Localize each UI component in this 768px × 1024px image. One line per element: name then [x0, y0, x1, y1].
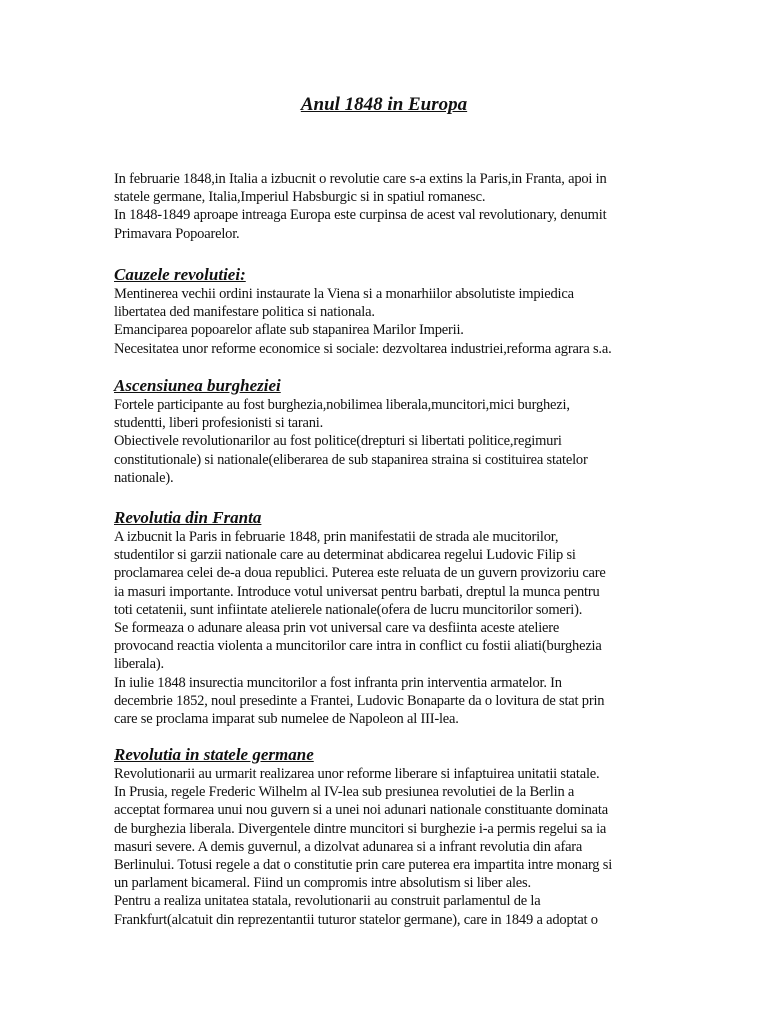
text-line: Emanciparea popoarelor aflate sub stapanirea Marilor Imperii. [114, 322, 464, 339]
text-line: Berlinului. Totusi regele a dat o constitutie prin care puterea era impartita intre monarg si [114, 857, 613, 874]
text-line: Necesitatea unor reforme economice si sociale: dezvoltarea industriei,reforma agrara s.a. [114, 340, 612, 357]
text-line: constitutionale) si nationale(eliberarea de sub stapanirea straina si costituirea statelor [114, 451, 588, 468]
text-line: proclamarea celei de-a doua republici. Puterea este reluata de un guvern provizoriu care [114, 565, 606, 582]
text-line: Fortele participante au fost burghezia,nobilimea liberala,muncitori,mici burghezi, [114, 397, 570, 413]
text-line: decembrie 1852, noul presedinte a Frantei, Ludovic Bonaparte da o lovitura de stat prin [114, 692, 605, 709]
section-heading: Revolutia din Franta [114, 508, 262, 527]
section-bourgeoisie [114, 376, 654, 487]
section-causes [114, 265, 654, 358]
text-line: care se proclama imparat sub numelee de Napoleon al III-lea. [114, 711, 459, 728]
text-line: Primavara Popoarelor. [114, 225, 240, 242]
text-line: liberala). [114, 656, 164, 673]
section-france [114, 508, 654, 728]
text-line: de burghezia liberala. Divergentele dintre muncitori si burghezie i-a permis regelui sa ia [114, 820, 607, 837]
text-line: Se formeaza o adunare aleasa prin vot universal care va desfiinta aceste ateliere [114, 620, 560, 637]
text-line: nationale). [114, 469, 174, 486]
text-line: studentti, liberi profesionisti si tarani. [114, 415, 324, 432]
text-line: Frankfurt(alcatuit din reprezentantii tuturor statelor germane), care in 1849 a adoptat o [114, 911, 598, 928]
text-line: A izbucnit la Paris in februarie 1848, prin manifestatii de strada ale mucitorilor, [114, 529, 559, 545]
text-line: Pentru a realiza unitatea statala, revolutionarii au construit parlamentul de la [114, 893, 541, 910]
text-line: provocand reactia violenta a muncitorilor care intra in conflict cu fostii aliati(burghezia [114, 638, 602, 655]
text-line: libertatea ded manifestare politica si nationala. [114, 304, 375, 321]
section-heading: Cauzele revolutiei: [114, 265, 246, 284]
section-germany [114, 745, 654, 929]
text-line: Obiectivele revolutionarilor au fost politice(drepturi si libertati politice,regimuri [114, 433, 562, 450]
text-line: In iulie 1848 insurectia muncitorilor a fost infranta prin interventia armatelor. In [114, 674, 562, 691]
text-line: Revolutionarii au urmarit realizarea unor reforme liberare si infaptuirea unitatii statale. [114, 766, 600, 782]
text-line: masuri severe. A demis guvernul, a dizolvat adunarea si a infrant revolutia din afara [114, 838, 583, 855]
text-line: un parlament bicameral. Fiind un compromis intre absolutism si liber ales. [114, 875, 531, 892]
text-line: statele germane, Italia,Imperiul Habsburgic si in spatiul romanesc. [114, 189, 486, 206]
section-heading: Ascensiunea burgheziei [114, 376, 281, 395]
text-line: ia masuri importante. Introduce votul universat pentru barbati, dreptul la munca pentru [114, 583, 600, 600]
document-title: Anul 1848 in Europa [300, 94, 468, 115]
text-line: acceptat formarea unui nou guvern si a unei noi adunari nationale constituante dominata [114, 802, 608, 819]
text-line: In 1848-1849 aproape intreaga Europa este curpinsa de acest val revolutionary, denumit [114, 207, 607, 224]
text-line: In februarie 1848,in Italia a izbucnit o revolutie care s-a extins la Paris,in Franta, apoi in [114, 171, 607, 187]
intro-paragraph [114, 170, 654, 243]
text-line: toti cetatenii, sunt infiintate atelierele nationale(ofera de lucru muncitorilor someri). [114, 601, 583, 618]
text-line: In Prusia, regele Frederic Wilhelm al IV-lea sub presiunea revolutiei de la Berlin a [114, 784, 575, 801]
text-line: Mentinerea vechii ordini instaurate la Viena si a monarhiilor absolutiste impiedica [114, 286, 574, 302]
section-heading: Revolutia in statele germane [114, 745, 314, 764]
text-line: studentilor si garzii nationale care au determinat abdicarea regelui Ludovic Filip si [114, 547, 576, 564]
